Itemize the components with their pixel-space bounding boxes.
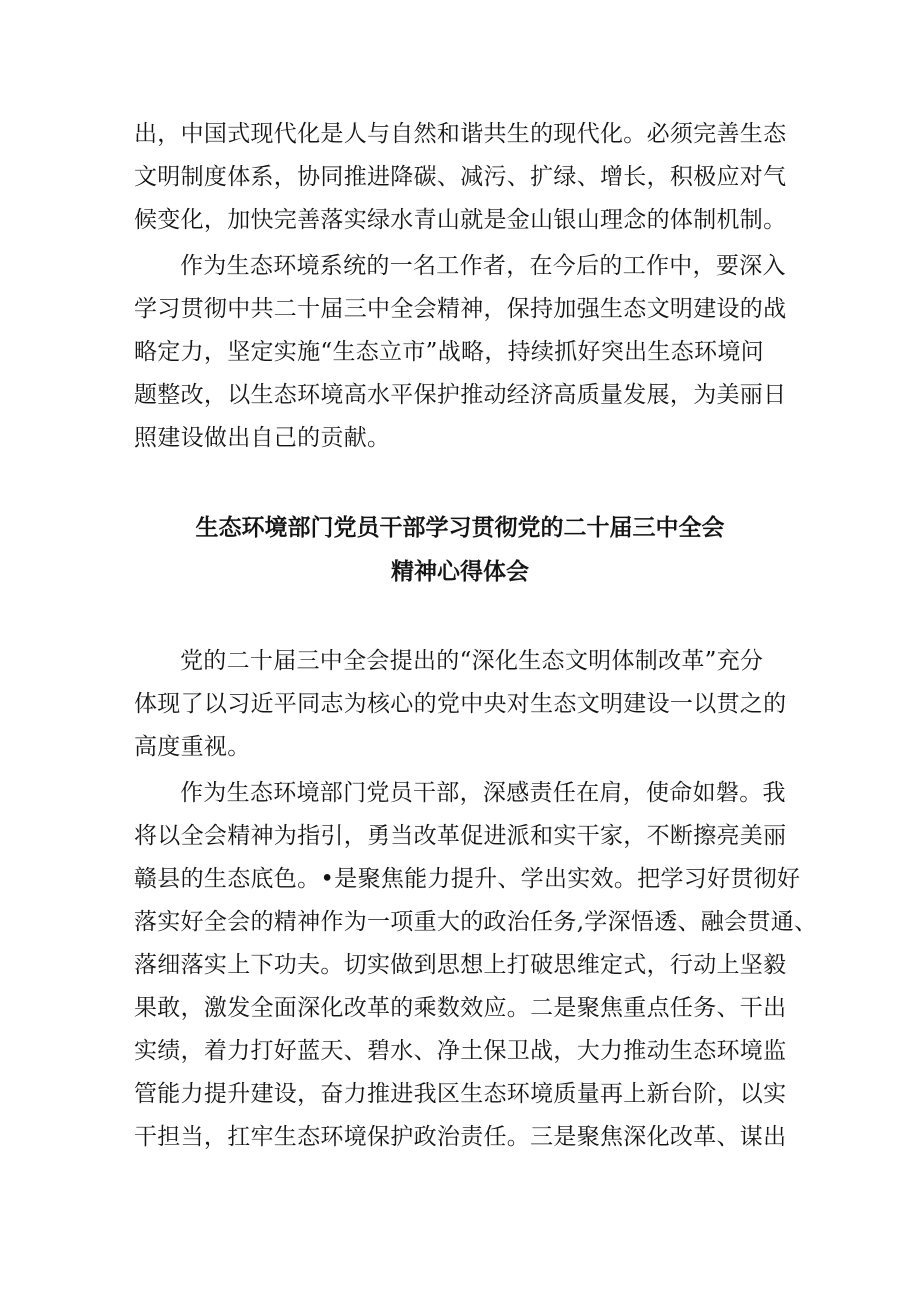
text-line: 实绩，着力打好蓝天、碧水、净土保卫战，大力推动生态环境监 <box>134 1038 787 1064</box>
text-line: 候变化，加快完善落实绿水青山就是金山银山理念的体制机制。 <box>134 207 787 233</box>
text-line: 干担当，扛牢生态环境保护政治责任。三是聚焦深化改革、谋出 <box>134 1124 787 1150</box>
text-line: 落细落实上下功夫。切实做到思想上打破思维定式，行动上坚毅 <box>134 952 787 978</box>
text-line: 高度重视。 <box>134 734 251 760</box>
text-line: 照建设做出自己的贡献。 <box>134 425 391 451</box>
text-line: 略定力，坚定实施“生态立市”战略，持续抓好突出生态环境问 <box>134 339 764 365</box>
text-line: 将以全会精神为指引，勇当改革促进派和实干家，不断擦亮美丽 <box>134 823 787 849</box>
text-line: 作为生态环境部门党员干部，深感责任在肩，使命如磐。我 <box>180 780 786 806</box>
text-line: 出，中国式现代化是人与自然和谐共生的现代化。必须完善生态 <box>134 121 787 147</box>
text-line: 体现了以习近平同志为核心的党中央对生态文明建设一以贯之的 <box>134 691 787 717</box>
text-line: 题整改，以生态环境高水平保护推动经济高质量发展，为美丽日 <box>134 382 787 408</box>
text-line: 学习贯彻中共二十届三中全会精神，保持加强生态文明建设的战 <box>134 296 787 322</box>
text-line: 果敢，激发全面深化改革的乘数效应。二是聚焦重点任务、干出 <box>134 995 787 1021</box>
article-title: 生态环境部门党员干部学习贯彻党的二十届三中全会 <box>195 515 725 541</box>
text-line: 作为生态环境系统的一名工作者，在今后的工作中，要深入 <box>180 253 786 279</box>
article-title-line2: 精神心得体会 <box>391 559 529 585</box>
text-line: 落实好全会的精神作为一项重大的政治任务,学深悟透、融会贯通、 <box>134 909 818 935</box>
text-line: 赣县的生态底色。•是聚焦能力提升、学出实效。把学习好贯彻好 <box>134 866 801 892</box>
text-line: 文明制度体系，协同推进降碳、减污、扩绿、增长，积极应对气 <box>134 164 787 190</box>
text-line: 管能力提升建设，奋力推进我区生态环境质量再上新台阶，以实 <box>134 1081 787 1107</box>
text-line: 党的二十届三中全会提出的“深化生态文明体制改革”充分 <box>180 648 764 674</box>
